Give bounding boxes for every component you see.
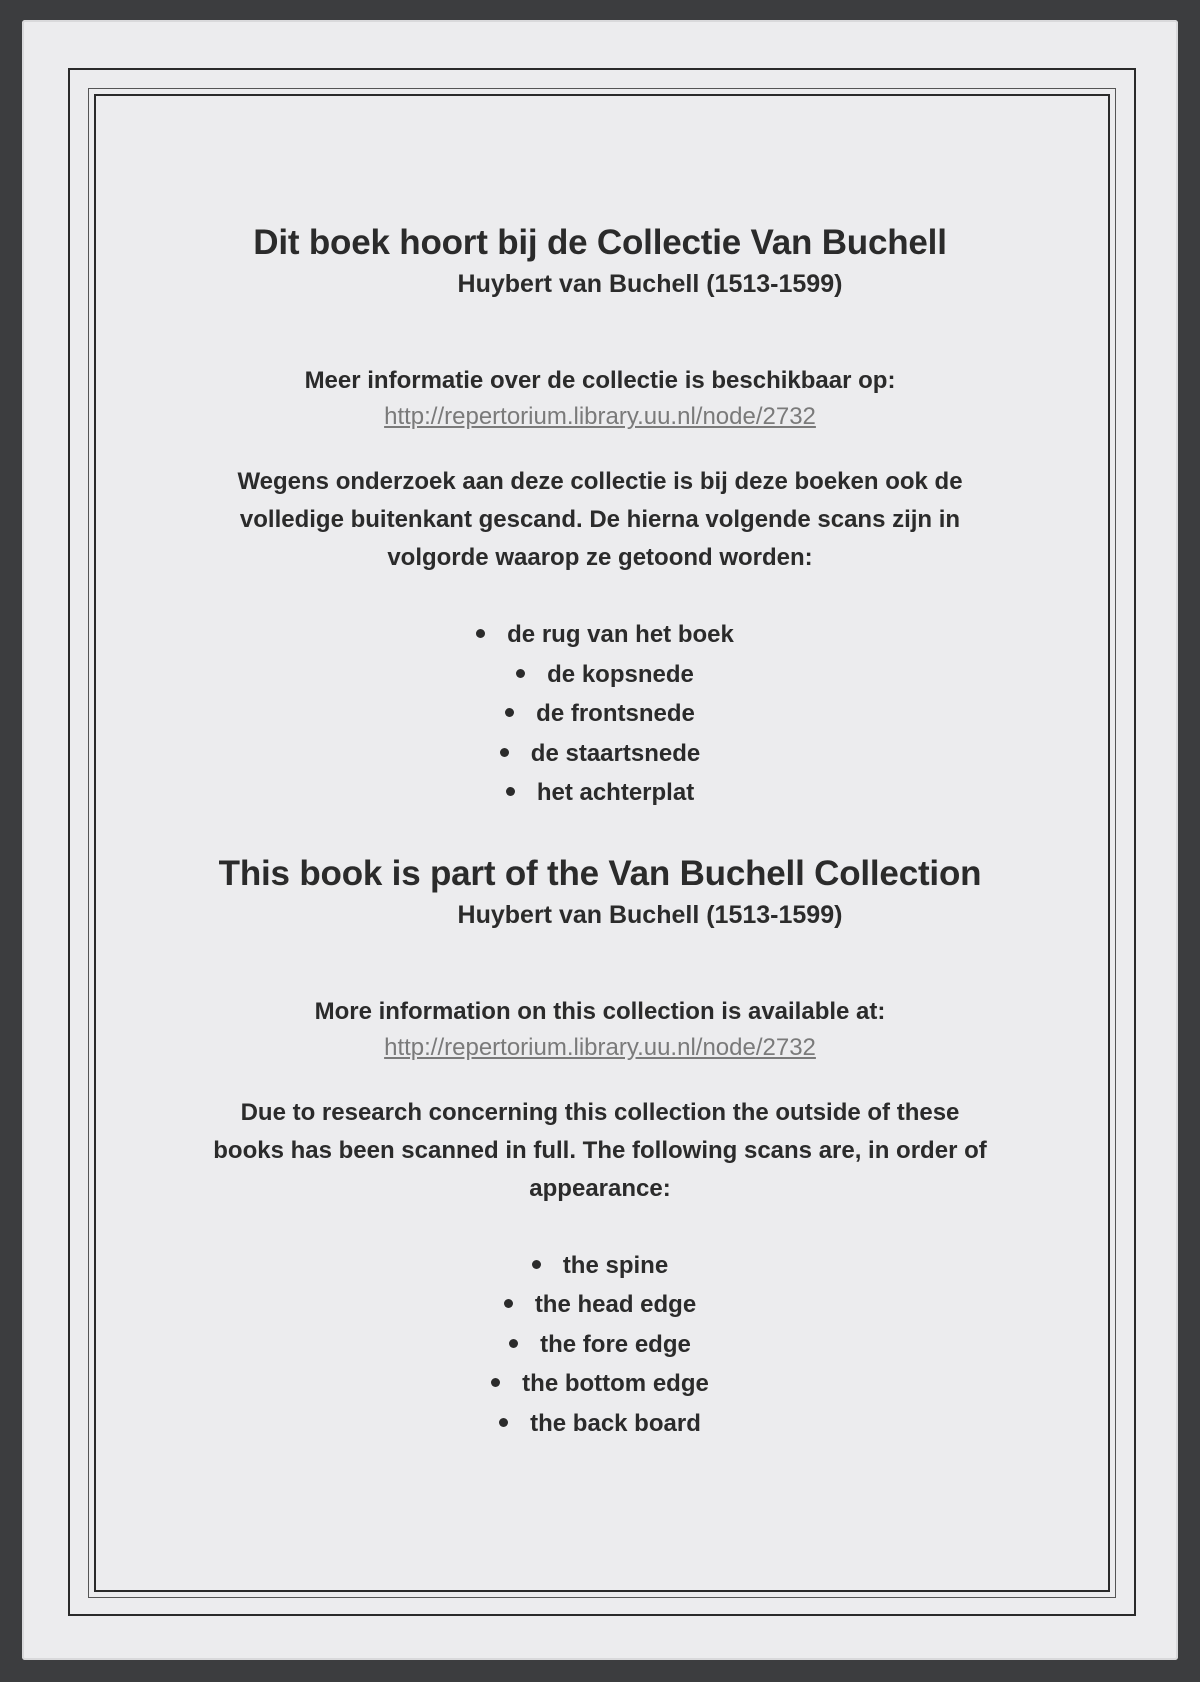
dutch-section bbox=[104, 220, 1096, 813]
dutch-title: Dit boek hoort bij de Collectie Van Buchell bbox=[253, 223, 947, 262]
english-info-label: More information on this collection is available at: bbox=[314, 997, 886, 1025]
list-item-label: the back board bbox=[530, 1409, 701, 1437]
bullet-icon bbox=[509, 1339, 518, 1348]
dutch-info-label: Meer informatie over de collectie is beschikbaar op: bbox=[304, 367, 896, 394]
english-explanation-line: books has been scanned in full. The following scans are, in order of bbox=[213, 1136, 987, 1164]
dutch-scan-list bbox=[104, 615, 1096, 813]
list-item-label: de kopsnede bbox=[547, 660, 694, 688]
list-item bbox=[104, 1325, 1096, 1365]
list-item bbox=[104, 1285, 1096, 1325]
list-item bbox=[104, 615, 1096, 655]
list-item-label: the head edge bbox=[534, 1291, 697, 1318]
english-section bbox=[104, 851, 1096, 1444]
list-item-label: the fore edge bbox=[540, 1330, 691, 1358]
list-item-label: het achterplat bbox=[536, 779, 695, 806]
bullet-icon bbox=[500, 748, 509, 757]
bullet-icon bbox=[476, 629, 485, 638]
list-item bbox=[104, 1404, 1096, 1444]
bullet-icon bbox=[499, 1418, 508, 1427]
bullet-icon bbox=[491, 1378, 500, 1387]
dutch-explanation bbox=[104, 463, 1096, 577]
list-item-label: the bottom edge bbox=[522, 1370, 709, 1397]
english-explanation-line: Due to research concerning this collection the outside of these bbox=[240, 1098, 960, 1126]
dutch-subtitle: Huybert van Buchell (1513-1599) bbox=[457, 270, 843, 298]
list-item-label: de staartsnede bbox=[530, 739, 701, 767]
bullet-icon bbox=[532, 1260, 541, 1269]
dutch-explanation-line: volledige buitenkant gescand. De hierna volgende scans zijn in bbox=[239, 506, 961, 533]
list-item bbox=[104, 734, 1096, 774]
list-item bbox=[104, 655, 1096, 695]
bullet-icon bbox=[504, 1299, 513, 1308]
english-collection-link[interactable]: http://repertorium.library.uu.nl/node/2732 bbox=[384, 1033, 816, 1061]
dutch-explanation-line: Wegens onderzoek aan deze collectie is bij deze boeken ook de bbox=[237, 468, 963, 495]
list-item-label: de frontsnede bbox=[536, 700, 695, 727]
english-title: This book is part of the Van Buchell Collection bbox=[218, 853, 982, 893]
bullet-icon bbox=[516, 669, 525, 678]
english-explanation-line: appearance: bbox=[529, 1174, 671, 1202]
english-scan-list bbox=[104, 1246, 1096, 1444]
bullet-icon bbox=[506, 787, 515, 796]
dutch-explanation-line: volgorde waarop ze getoond worden: bbox=[387, 544, 813, 571]
paper-sheet bbox=[22, 20, 1178, 1660]
list-item bbox=[104, 1364, 1096, 1404]
bullet-icon bbox=[505, 708, 514, 717]
document-content bbox=[104, 220, 1096, 1443]
dutch-collection-link[interactable]: http://repertorium.library.uu.nl/node/2732 bbox=[384, 403, 816, 430]
english-explanation bbox=[104, 1094, 1096, 1208]
list-item bbox=[104, 1246, 1096, 1286]
english-subtitle: Huybert van Buchell (1513-1599) bbox=[457, 900, 843, 929]
list-item bbox=[104, 694, 1096, 734]
list-item-label: the spine bbox=[562, 1251, 669, 1279]
list-item-label: de rug van het boek bbox=[507, 621, 734, 648]
list-item bbox=[104, 773, 1096, 813]
